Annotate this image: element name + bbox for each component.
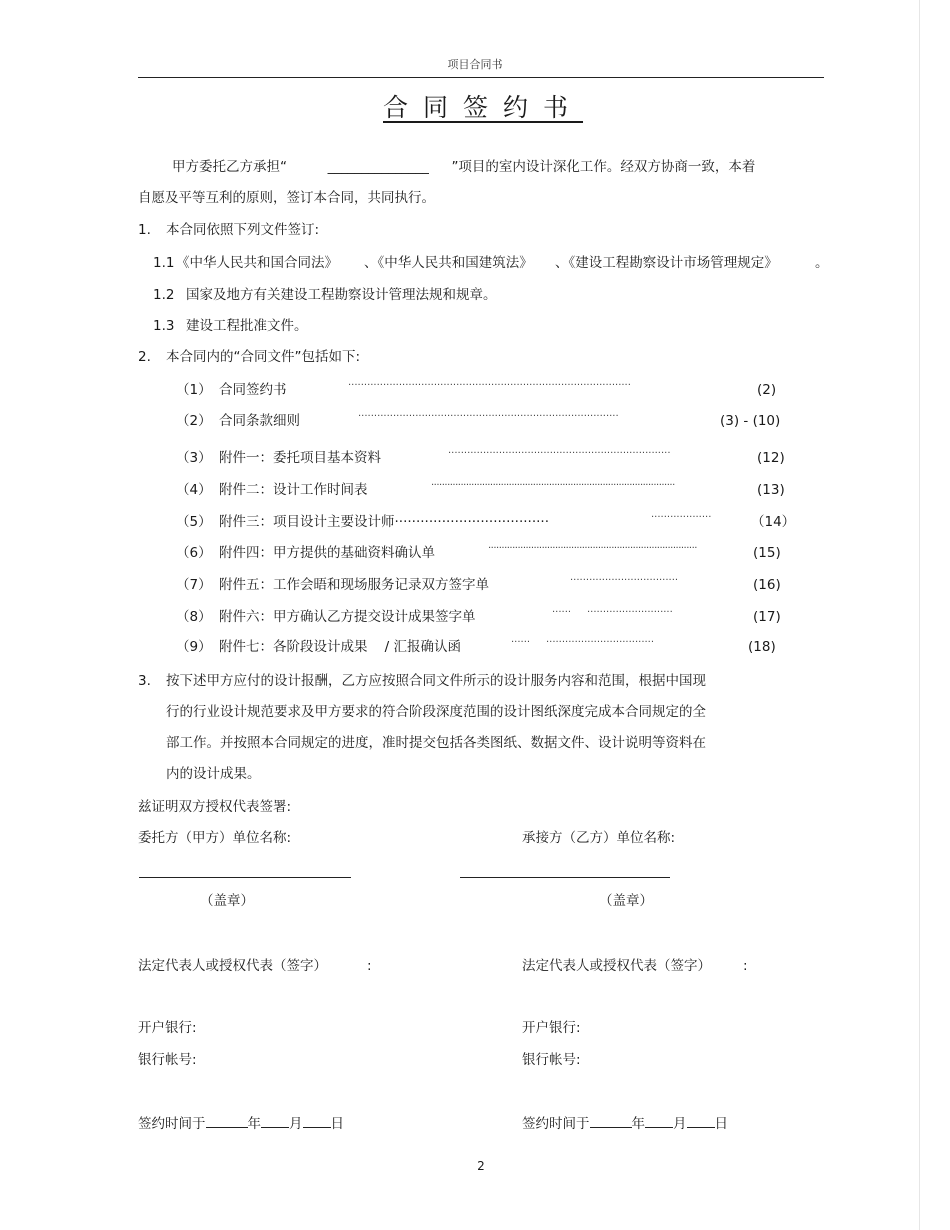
toc-label: 合同条款细则 <box>219 413 300 429</box>
month-label: 月 <box>673 1116 687 1132</box>
toc-number: （1） <box>176 382 212 398</box>
party-b-seal: （盖章） <box>599 893 653 909</box>
toc-label: 附件六：甲方确认乙方提交设计成果签字单 <box>219 609 476 625</box>
party-a-name-label: 委托方（甲方）单位名称: <box>138 830 292 846</box>
section-3-line-3: 部工作。并按照本合同规定的进度，准时提交包括各类图纸、数据文件、设计说明等资料在 <box>166 735 706 751</box>
toc-number: （9） <box>176 639 212 655</box>
toc-number: （8） <box>176 609 212 625</box>
document-title: 合同签约书 <box>383 93 584 122</box>
toc-dots: ······ ·································· <box>511 637 655 648</box>
party-a-bank-label: 开户银行: <box>138 1020 197 1036</box>
party-b-rep-colon: : <box>743 958 748 974</box>
toc-dots: ·················································································· <box>358 411 619 422</box>
day-label: 日 <box>330 1116 344 1132</box>
toc-number: （4） <box>176 482 212 498</box>
toc-label: 附件五：工作会晤和现场服务记录双方签字单 <box>219 577 489 593</box>
toc-dots: ·············································································· <box>488 543 697 554</box>
item-1-3-number: 1.3 <box>153 318 175 334</box>
party-a-name-line <box>139 877 351 878</box>
toc-label: 附件四：甲方提供的基础资料确认单 <box>219 545 435 561</box>
toc-page: (15) <box>753 545 781 561</box>
toc-number: （7） <box>176 577 212 593</box>
month-label: 月 <box>289 1116 303 1132</box>
intro-text-b: ”项目的室内设计深化工作。经双方协商一致，本着 <box>451 159 756 175</box>
section-3-line-4: 内的设计成果。 <box>166 766 261 782</box>
item-1-3-text: 建设工程批准文件。 <box>186 318 308 334</box>
toc-number: （5） <box>176 514 212 530</box>
section-2-text: 本合同内的“合同文件”包括如下: <box>166 349 361 365</box>
toc-label: 合同签约书 <box>219 382 287 398</box>
item-1-1-law-c: 、《建设工程勘察设计市场管理规定》 <box>555 255 778 271</box>
party-b-date <box>522 1118 728 1132</box>
toc-page: (16) <box>753 577 781 593</box>
running-header: 项目合同书 <box>447 58 503 71</box>
section-3-line-1: 按下述甲方应付的设计报酬，乙方应按照合同文件所示的设计服务内容和范围，根据中国现 <box>166 673 706 689</box>
party-b-rep-label: 法定代表人或授权代表（签字） <box>522 958 711 974</box>
toc-dots: ························································································· <box>348 380 631 391</box>
date-prefix: 签约时间于 <box>138 1116 206 1132</box>
day-label: 日 <box>714 1116 728 1132</box>
year-blank <box>206 1126 248 1128</box>
header-rule <box>138 77 824 78</box>
party-a-account-label: 银行帐号: <box>138 1052 197 1068</box>
year-label: 年 <box>247 1116 261 1132</box>
toc-page: (12) <box>757 450 785 466</box>
party-b-bank-label: 开户银行: <box>522 1020 581 1036</box>
toc-dots: ··················· <box>651 512 712 523</box>
toc-number: （3） <box>176 450 212 466</box>
page-number: 2 <box>477 1159 485 1173</box>
item-1-1-end: 。 <box>815 255 829 271</box>
toc-page: (13) <box>757 482 785 498</box>
party-a-seal: （盖章） <box>200 893 254 909</box>
intro-text-a: 甲方委托乙方承担“ <box>172 159 287 175</box>
section-1-text: 本合同依照下列文件签订: <box>166 222 320 238</box>
section-2-number: 2. <box>138 349 151 365</box>
page-edge <box>919 0 920 1230</box>
month-blank <box>261 1126 289 1128</box>
party-a-rep-label: 法定代表人或授权代表（签字） <box>138 958 327 974</box>
party-b-name-line <box>460 877 670 878</box>
party-a-date <box>138 1118 344 1132</box>
day-blank <box>687 1126 715 1128</box>
year-blank <box>590 1126 632 1128</box>
toc-page: (17) <box>753 609 781 625</box>
toc-number: （2） <box>176 413 212 429</box>
toc-page: （14） <box>751 514 796 530</box>
project-name-blank: _______________ <box>327 159 429 175</box>
date-prefix: 签约时间于 <box>522 1116 590 1132</box>
toc-label: 附件一：委托项目基本资料 <box>219 450 381 466</box>
witness-statement: 兹证明双方授权代表签署: <box>138 799 292 815</box>
item-1-2-number: 1.2 <box>153 287 175 303</box>
toc-label: 附件二：设计工作时间表 <box>219 482 368 498</box>
intro-line-1 <box>172 161 755 175</box>
toc-dots: ·································· <box>570 575 679 586</box>
day-blank <box>303 1126 331 1128</box>
item-1-1-number: 1.1 <box>153 255 175 271</box>
toc-page: (18) <box>748 639 776 655</box>
item-1-2-text: 国家及地方有关建设工程勘察设计管理法规和规章。 <box>186 287 497 303</box>
toc-label: 附件三：项目设计主要设计师···································· <box>219 514 549 530</box>
party-b-account-label: 银行帐号: <box>522 1052 581 1068</box>
toc-number: （6） <box>176 545 212 561</box>
toc-label: 附件七：各阶段设计成果 / 汇报确认函 <box>219 639 462 655</box>
section-1-number: 1. <box>138 222 151 238</box>
year-label: 年 <box>631 1116 645 1132</box>
toc-page: (3) - (10) <box>720 413 781 429</box>
item-1-1-law-b: 、《中华人民共和国建筑法》 <box>364 255 533 271</box>
party-a-rep-colon: : <box>367 958 372 974</box>
intro-line-2: 自愿及平等互利的原则，签订本合同，共同执行。 <box>138 190 435 206</box>
toc-dots: ······································································ <box>448 448 671 459</box>
section-3-number: 3. <box>138 673 151 689</box>
section-3-line-2: 行的行业设计规范要求及甲方要求的符合阶段深度范围的设计图纸深度完成本合同规定的全 <box>166 704 706 720</box>
toc-page: (2) <box>757 382 777 398</box>
toc-dots: ··························································································· <box>431 480 675 491</box>
party-b-name-label: 承接方（乙方）单位名称: <box>522 830 676 846</box>
month-blank <box>645 1126 673 1128</box>
item-1-1-law-a: 《中华人民共和国合同法》 <box>176 255 338 271</box>
toc-dots: ······ ··························· <box>552 607 673 618</box>
